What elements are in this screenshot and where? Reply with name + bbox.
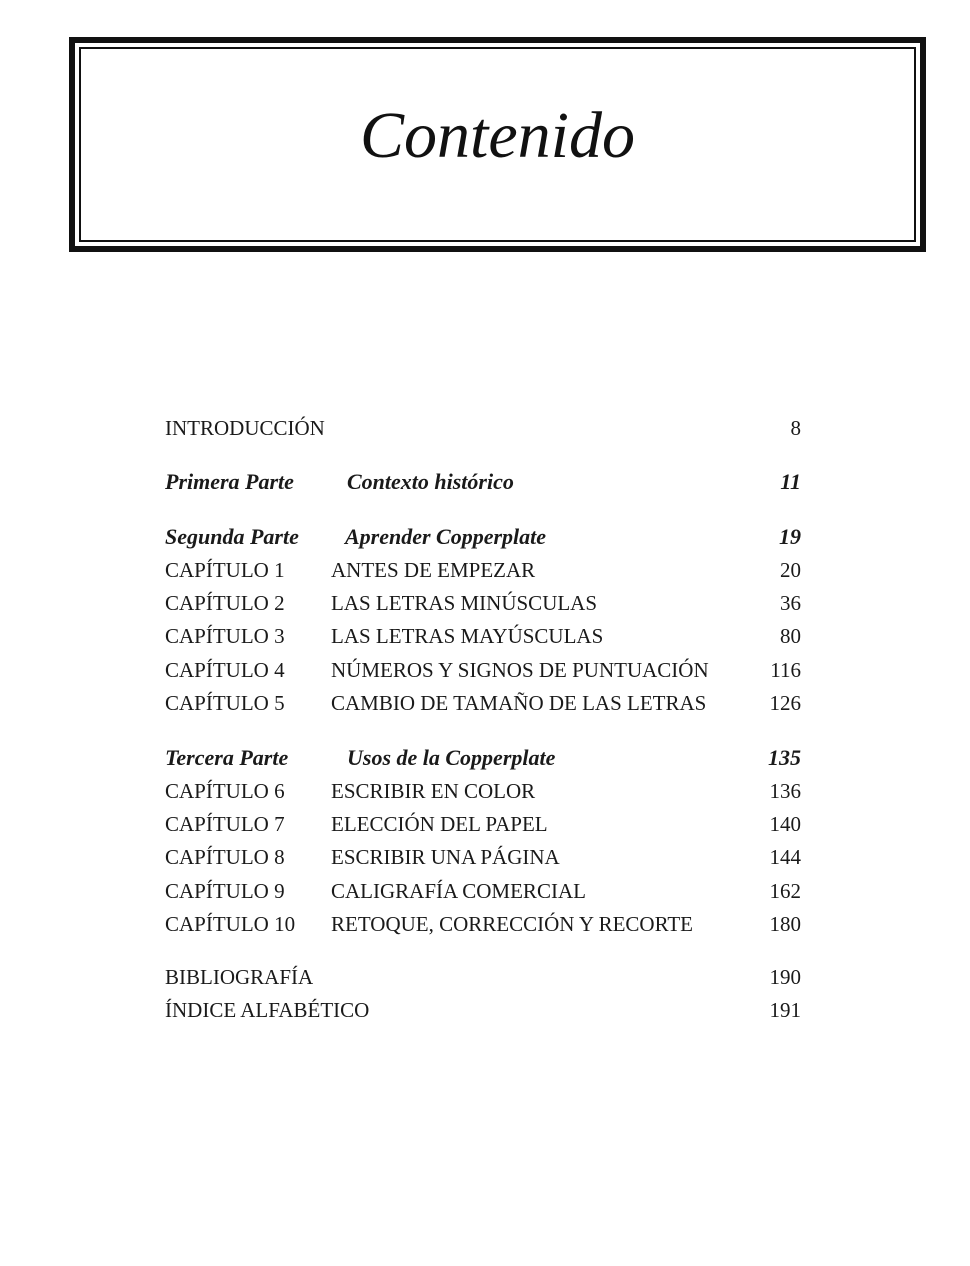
- chapter-label: CAPÍTULO 9: [165, 879, 285, 903]
- chapter-page: 140: [769, 812, 801, 836]
- toc-entry-intro[interactable]: [165, 413, 801, 443]
- chapter-title: ESCRIBIR EN COLOR: [331, 779, 536, 803]
- part-label: Tercera Parte: [165, 745, 289, 770]
- chapter-label: CAPÍTULO 3: [165, 624, 285, 648]
- part-title: Contexto histórico: [347, 469, 514, 494]
- part-title: Usos de la Copperplate: [347, 745, 556, 770]
- part-page: 135: [768, 745, 801, 770]
- part-title: Aprender Copperplate: [345, 524, 547, 549]
- chapter-title: NÚMEROS Y SIGNOS DE PUNTUACIÓN: [331, 658, 709, 682]
- chapter-page: 36: [780, 591, 801, 615]
- chapter-page: 80: [780, 624, 801, 648]
- chapter-page: 180: [769, 912, 801, 936]
- entry-page: 190: [769, 965, 801, 989]
- part-label: Segunda Parte: [165, 524, 299, 549]
- toc-chapter[interactable]: [165, 588, 801, 618]
- entry-label: ÍNDICE ALFABÉTICO: [165, 998, 370, 1022]
- chapter-label: CAPÍTULO 6: [165, 779, 285, 803]
- chapter-title: CALIGRAFÍA COMERCIAL: [331, 879, 586, 903]
- toc-chapter[interactable]: [165, 809, 801, 839]
- chapter-title: ESCRIBIR UNA PÁGINA: [331, 845, 560, 869]
- entry-label: INTRODUCCIÓN: [165, 416, 325, 440]
- page-title: Contenido: [360, 99, 635, 172]
- chapter-page: 136: [769, 779, 801, 803]
- toc-chapter[interactable]: [165, 909, 801, 939]
- chapter-label: CAPÍTULO 4: [165, 658, 285, 682]
- chapter-label: CAPÍTULO 10: [165, 912, 296, 936]
- entry-page: 191: [769, 998, 801, 1022]
- toc-entry-bibliografia[interactable]: [165, 962, 801, 992]
- toc-chapter[interactable]: [165, 776, 801, 806]
- chapter-page: 162: [769, 879, 801, 903]
- chapter-page: 20: [780, 558, 801, 582]
- toc-part-primera[interactable]: [165, 467, 801, 497]
- toc-chapter[interactable]: [165, 876, 801, 906]
- toc-chapter[interactable]: [165, 621, 801, 651]
- toc-chapter[interactable]: [165, 688, 801, 718]
- toc-entry-indice[interactable]: [165, 995, 801, 1025]
- chapter-page: 126: [769, 691, 801, 715]
- part-page: 11: [780, 469, 801, 494]
- chapter-title: LAS LETRAS MINÚSCULAS: [331, 591, 598, 615]
- chapter-label: CAPÍTULO 5: [165, 691, 285, 715]
- chapter-title: CAMBIO DE TAMAÑO DE LAS LETRAS: [331, 691, 707, 715]
- toc-chapter[interactable]: [165, 842, 801, 872]
- entry-page: 8: [790, 416, 801, 440]
- toc-chapter[interactable]: [165, 555, 801, 585]
- toc-chapter[interactable]: [165, 655, 801, 685]
- chapter-label: CAPÍTULO 7: [165, 812, 285, 836]
- chapter-label: CAPÍTULO 1: [165, 558, 285, 582]
- chapter-title: ANTES DE EMPEZAR: [331, 558, 536, 582]
- part-page: 19: [779, 524, 801, 549]
- chapter-page: 116: [770, 658, 801, 682]
- entry-label: BIBLIOGRAFÍA: [165, 965, 314, 989]
- chapter-label: CAPÍTULO 2: [165, 591, 285, 615]
- toc-part-segunda[interactable]: [165, 522, 801, 552]
- chapter-page: 144: [769, 845, 801, 869]
- chapter-label: CAPÍTULO 8: [165, 845, 285, 869]
- chapter-title: RETOQUE, CORRECCIÓN Y RECORTE: [331, 912, 693, 936]
- toc-part-tercera[interactable]: [165, 743, 801, 773]
- chapter-title: ELECCIÓN DEL PAPEL: [331, 812, 548, 836]
- chapter-title: LAS LETRAS MAYÚSCULAS: [331, 624, 604, 648]
- part-label: Primera Parte: [165, 469, 294, 494]
